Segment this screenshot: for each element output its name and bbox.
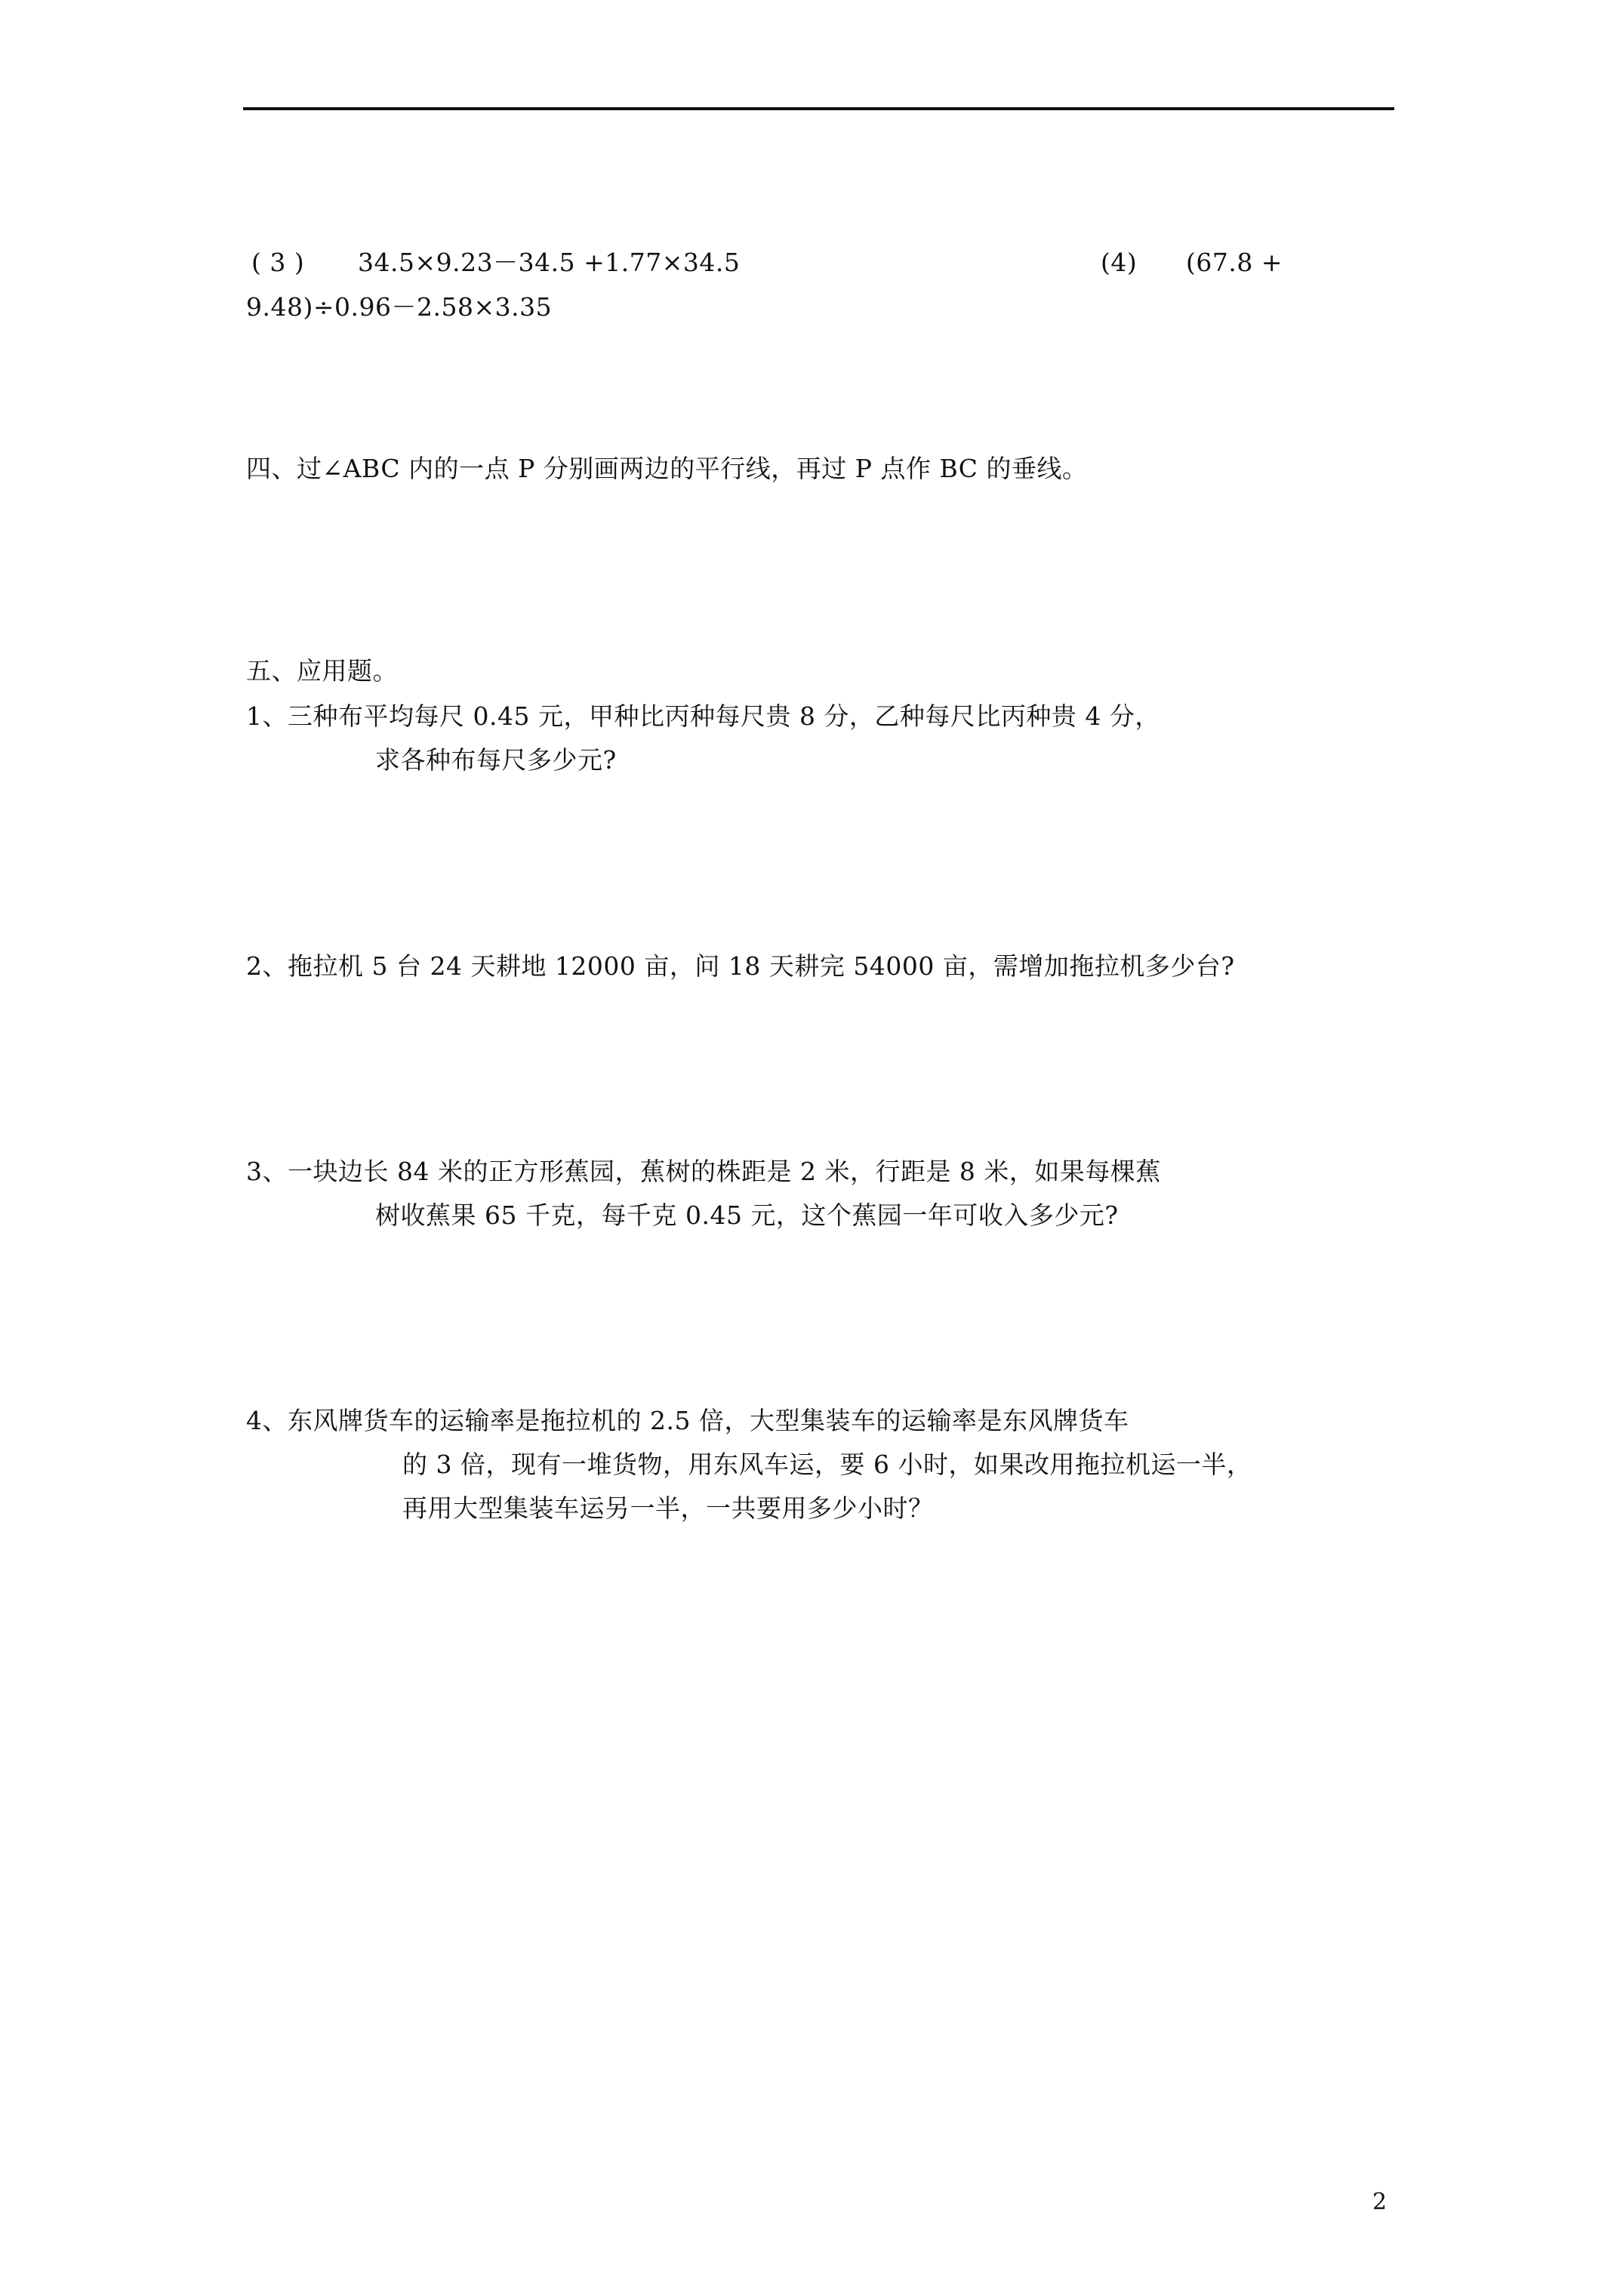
question-1-line-1: 1、三种布平均每尺 0.45 元，甲种比丙种每尺贵 8 分，乙种每尺比丙种贵 4 分， — [246, 701, 1160, 731]
question-1-line-2: 求各种布每尺多少元? — [375, 745, 617, 775]
section-5-heading: 五、应用题。 — [246, 656, 398, 686]
question-2-line-1: 2、拖拉机 5 台 24 天耕地 12000 亩，问 18 天耕完 54000 亩，需增加拖拉机多少台? — [246, 951, 1235, 981]
header-rule — [243, 107, 1394, 110]
question-4-line-3: 再用大型集装车运另一半，一共要用多少小时？ — [402, 1493, 934, 1523]
question-3-line-2: 树收蕉果 65 千克，每千克 0.45 元，这个蕉园一年可收入多少元? — [375, 1200, 1119, 1230]
question-4-line-2: 的 3 倍，现有一堆货物，用东风车运，要 6 小时，如果改用拖拉机运一半， — [402, 1450, 1252, 1479]
problem-4-expression-part1: (67.8 + — [1186, 248, 1283, 277]
page-number: 2 — [1372, 2189, 1387, 2215]
section-4-question: 四、过∠ABC 内的一点 P 分别画两边的平行线，再过 P 点作 BC 的垂线。 — [246, 454, 1088, 483]
problem-3-label: ( 3 ) — [251, 248, 305, 277]
question-4-line-1: 4、东风牌货车的运输率是拖拉机的 2.5 倍，大型集装车的运输率是东风牌货车 — [246, 1406, 1129, 1435]
problem-4-label: (4) — [1101, 248, 1138, 277]
problem-4-expression-part2: 9.48)÷0.96－2.58×3.35 — [246, 292, 553, 322]
problem-3-expression: 34.5×9.23－34.5 +1.77×34.5 — [358, 248, 741, 277]
question-3-line-1: 3、一块边长 84 米的正方形蕉园，蕉树的株距是 2 米，行距是 8 米，如果每棵蕉 — [246, 1157, 1161, 1186]
